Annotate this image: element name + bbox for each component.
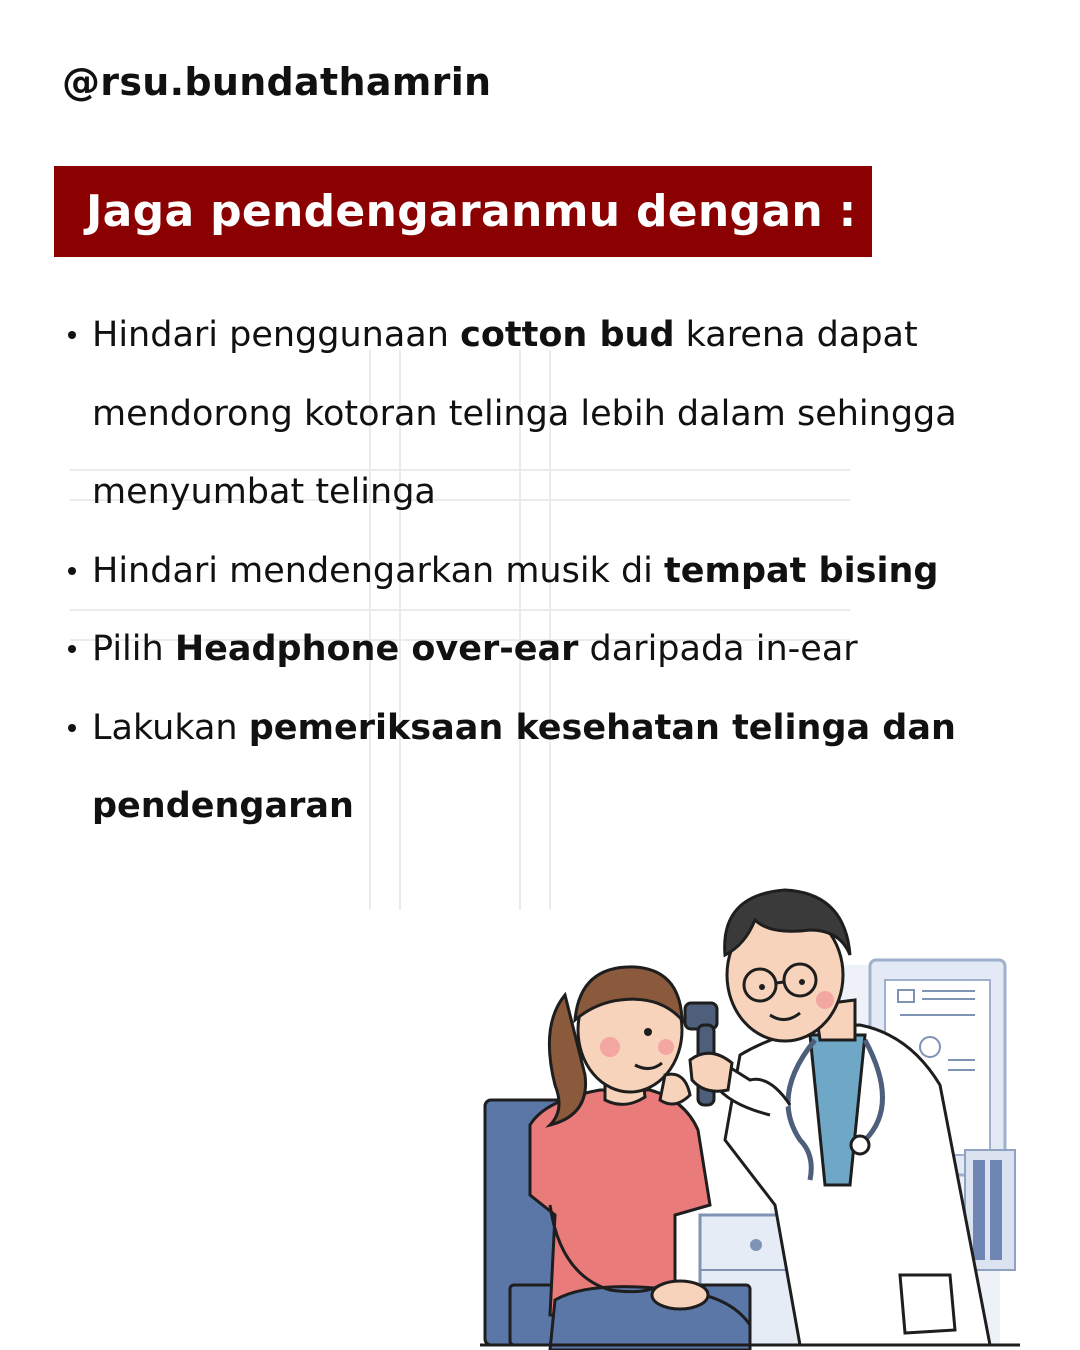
tip-text: Pilih (92, 629, 175, 669)
tip-emphasis: cotton bud (460, 315, 675, 355)
tip-checkup (64, 689, 984, 846)
tip-emphasis: pemeriksaan kesehatan telinga dan pendengaran (92, 707, 956, 826)
tip-text: daripada in-ear (578, 629, 858, 669)
tip-text: Hindari mendengarkan musik di (92, 550, 665, 591)
banner-title: Jaga pendengaranmu dengan : (86, 186, 857, 237)
tip-emphasis: tempat bising (664, 550, 939, 591)
doctor-ear-exam-illustration-icon (470, 875, 1030, 1350)
tip-text: karena dapat mendorong kotoran telinga lebih dalam sehingga menyumbat telinga (92, 315, 957, 512)
tips-list (64, 296, 984, 846)
tip-headphone (64, 610, 984, 689)
tip-noisy-place (64, 532, 984, 611)
account-handle: @rsu.bundathamrin (62, 60, 492, 104)
tip-text: Lakukan (92, 707, 249, 748)
tip-emphasis: Headphone over-ear (174, 629, 579, 669)
tip-text: Hindari penggunaan (92, 315, 461, 355)
tip-cotton-bud (64, 296, 984, 532)
title-banner (54, 166, 872, 257)
